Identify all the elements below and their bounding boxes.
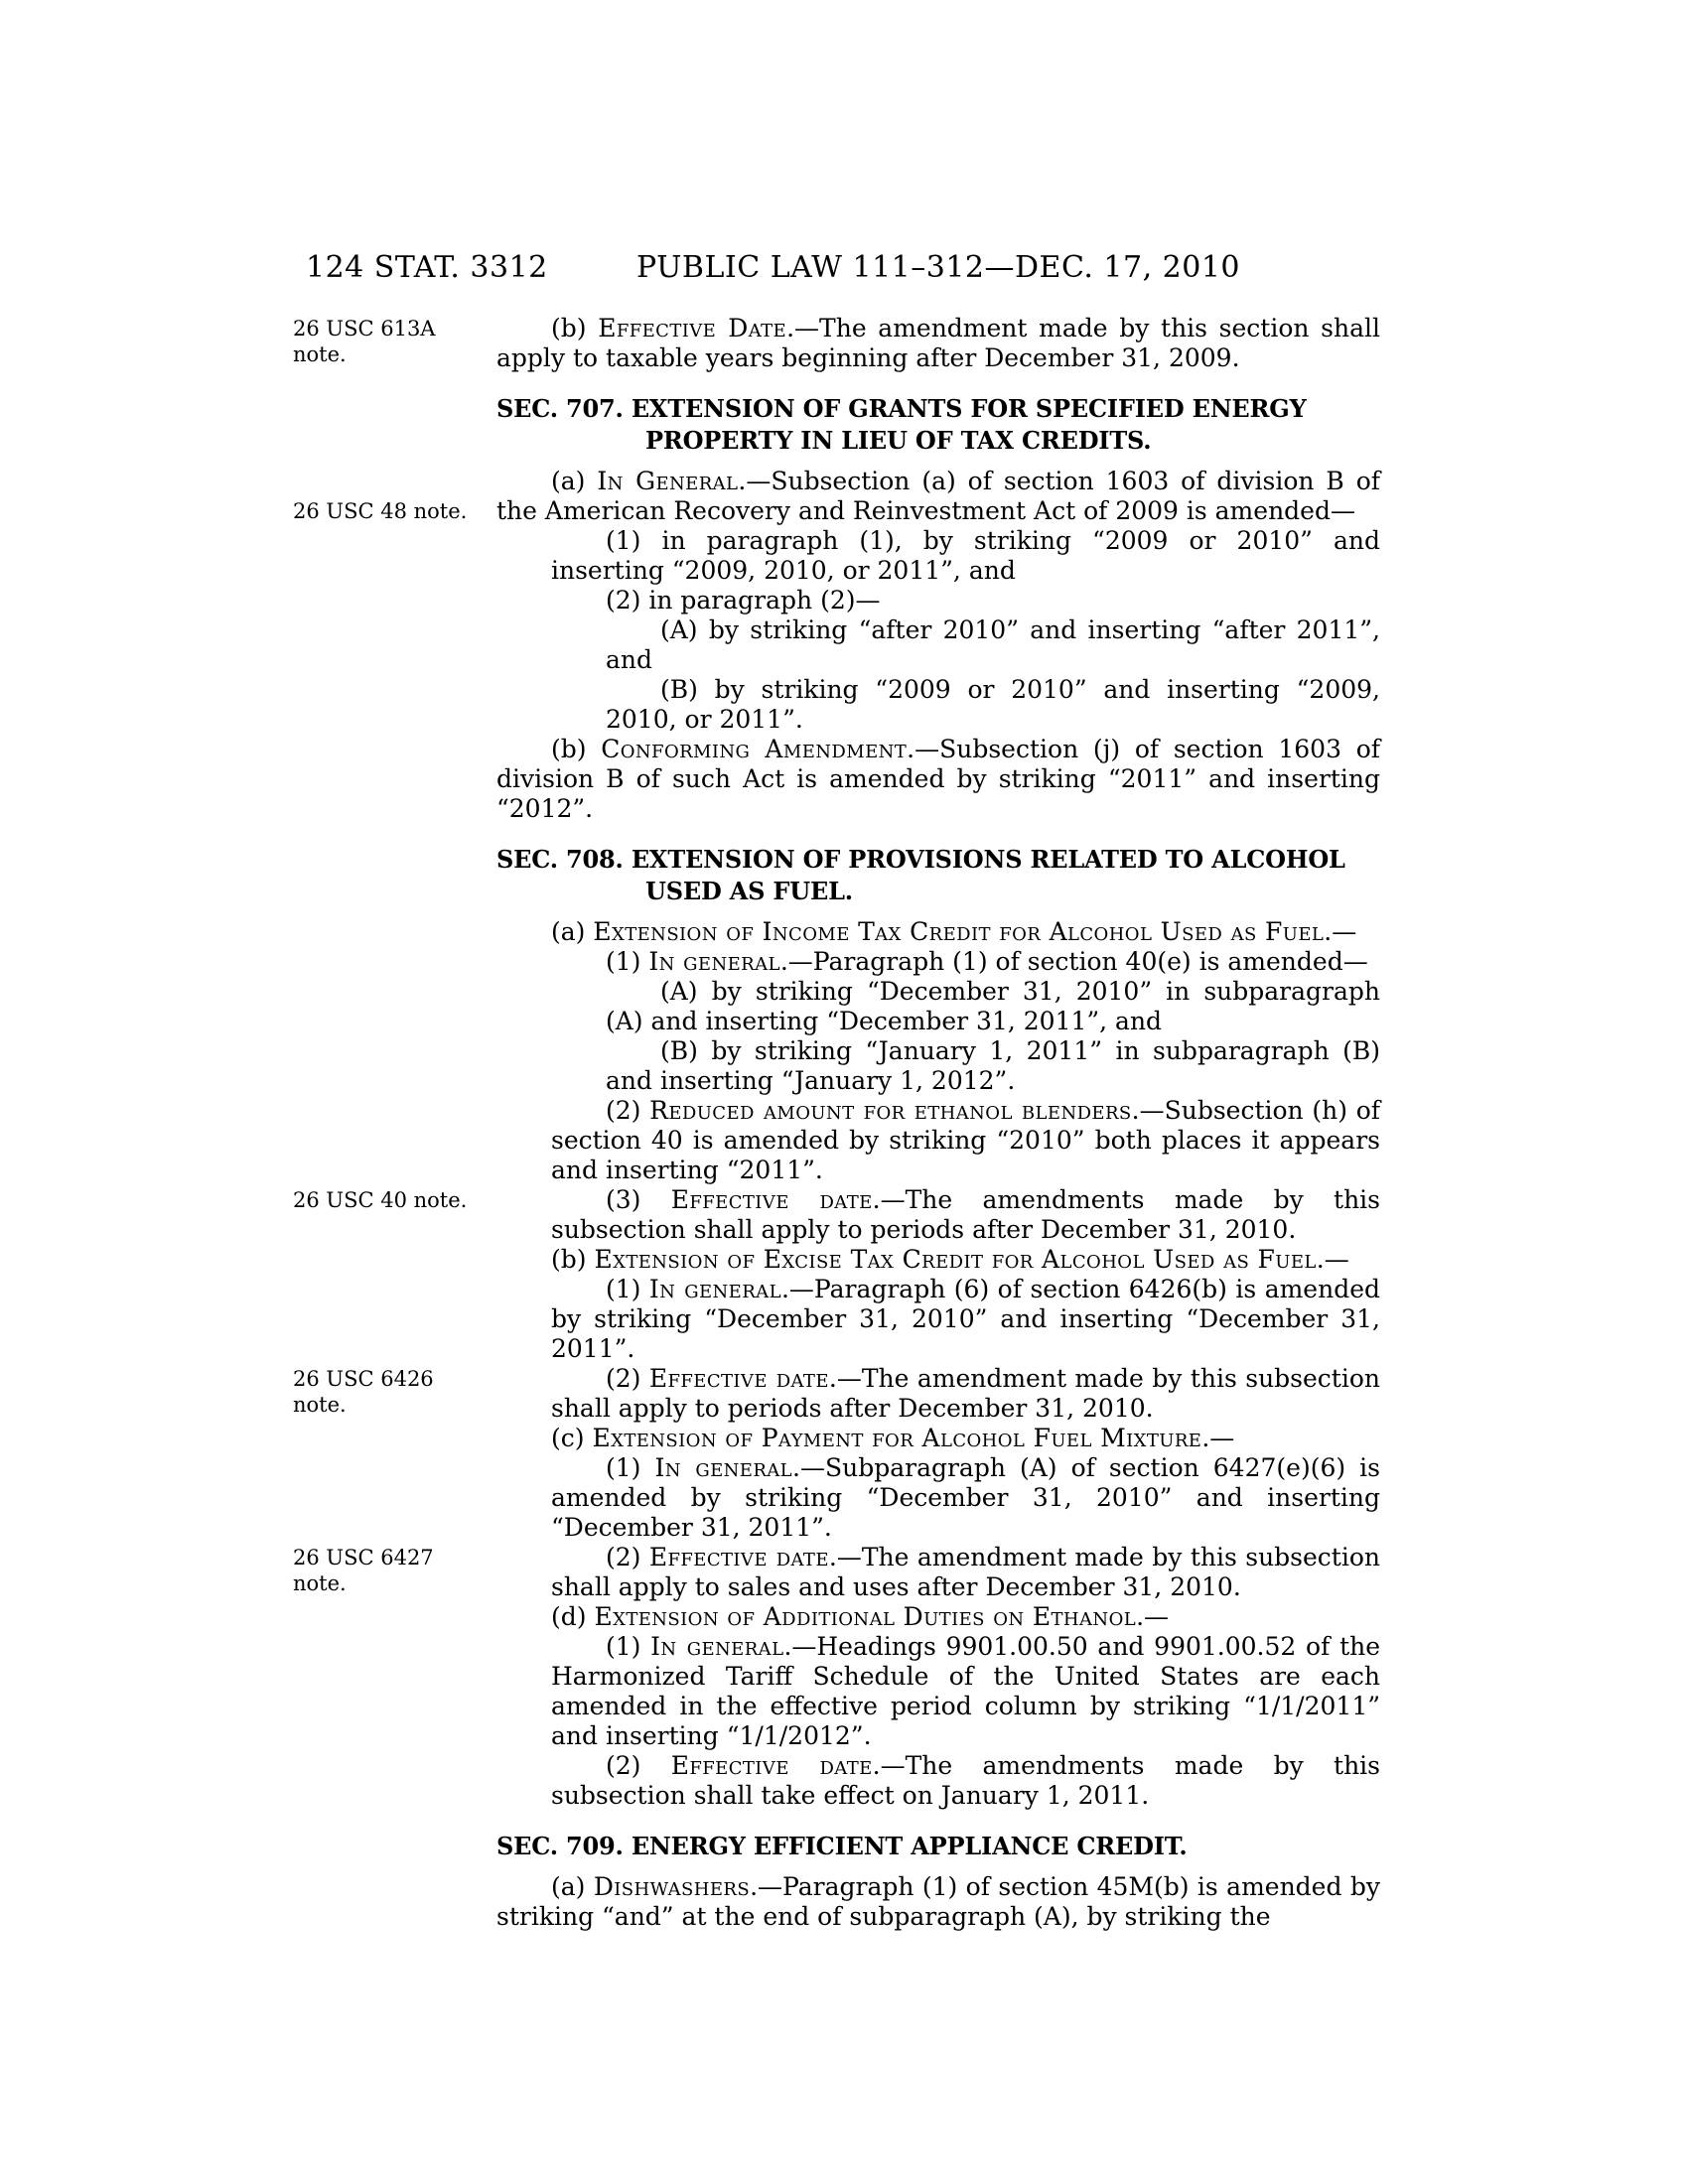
paragraph — [496, 1245, 1380, 1275]
body-text: (1) — [606, 947, 649, 976]
margin-note-line: 26 USC 48 note. — [293, 499, 468, 523]
paragraph — [293, 467, 1381, 526]
body-text: .—The amendment made by this subsection shall apply to sales and uses after December 31, 2010. — [551, 1543, 1380, 1601]
margin-note-line: 26 USC 613A — [293, 317, 436, 341]
margin-note-line: 26 USC 6427 — [293, 1546, 434, 1570]
margin-note-line: note. — [293, 1393, 347, 1417]
body-text: (1) — [606, 1275, 649, 1303]
section-heading: SEC. 707. EXTENSION OF GRANTS FOR SPECIFIED ENERGY PROPERTY IN LIEU OF TAX CREDITS. — [496, 394, 1307, 455]
document-body — [293, 314, 1381, 1932]
body-text: .—The amendment made by this section shall apply to taxable years beginning after December 31, 2009. — [496, 314, 1381, 372]
smallcaps-text: Extension of Additional Duties on Ethanol — [594, 1602, 1137, 1631]
law-title: PUBLIC LAW 111–312—DEC. 17, 2010 — [635, 250, 1241, 285]
paragraph — [496, 1872, 1380, 1932]
paragraph — [551, 586, 1380, 615]
paragraph — [606, 1036, 1380, 1096]
smallcaps-text: Extension of Payment for Alcohol Fuel Mixture — [592, 1424, 1202, 1452]
section-heading: SEC. 708. EXTENSION OF PROVISIONS RELATED TO ALCOHOL USED AS FUEL. — [496, 845, 1345, 905]
smallcaps-text: Effective date — [670, 1751, 873, 1780]
body-text: (2) in paragraph (2)— — [606, 586, 881, 614]
smallcaps-text: In general — [650, 1632, 784, 1661]
paragraph — [551, 526, 1380, 586]
smallcaps-text: Effective date — [648, 1364, 829, 1393]
paragraph — [496, 917, 1380, 947]
body-text: (d) — [551, 1602, 595, 1631]
body-text: .—Subsection (a) of section 1603 of division B of the American Recovery and Reinvestment Act of 2009 is amended— — [496, 467, 1381, 525]
smallcaps-text: In general — [648, 1275, 781, 1303]
smallcaps-text: In general — [654, 1453, 793, 1482]
body-text: .— — [1324, 917, 1357, 946]
body-text: (A) by striking “December 31, 2010” in subparagraph (A) and inserting “December 31, 2011”, and — [606, 977, 1380, 1035]
body-text: (1) in paragraph (1), by striking “2009 or 2010” and inserting “2009, 2010, or 2011”, and — [551, 526, 1380, 585]
body-text: .—Paragraph (1) of section 40(e) is amended— — [779, 947, 1368, 976]
margin-note-line: note. — [293, 1571, 347, 1595]
margin-note — [293, 1187, 487, 1213]
body-text: .—The amendments made by this subsection shall take effect on January 1, 2011. — [551, 1751, 1380, 1810]
body-text: (b) — [551, 735, 602, 763]
paragraph — [496, 1602, 1380, 1632]
page-header — [0, 250, 1688, 290]
body-text: (2) — [606, 1751, 671, 1780]
paragraph — [293, 1543, 1380, 1602]
body-text: (a) — [551, 917, 594, 946]
body-text: .— — [1136, 1602, 1170, 1631]
paragraph — [551, 1632, 1380, 1751]
body-text: .—Paragraph (6) of section 6426(b) is amended by striking “December 31, 2010” and inserting “December 31, 2011”. — [551, 1275, 1381, 1363]
paragraph — [551, 1453, 1380, 1543]
paragraph — [551, 1275, 1380, 1364]
smallcaps-text: Extension of Income Tax Credit for Alcohol Used as Fuel — [593, 917, 1325, 946]
paragraph — [293, 1185, 1380, 1245]
smallcaps-text: Effective date — [648, 1543, 829, 1571]
smallcaps-text: In general — [648, 947, 780, 976]
body-text: (2) — [606, 1096, 650, 1125]
smallcaps-text: Reduced amount for ethanol blenders — [649, 1096, 1132, 1125]
paragraph — [496, 735, 1380, 824]
paragraph — [551, 1096, 1380, 1185]
body-text: (B) by striking “January 1, 2011” in subparagraph (B) and inserting “January 1, 2012”. — [606, 1036, 1380, 1095]
smallcaps-text: Dishwashers — [593, 1872, 751, 1901]
smallcaps-text: Effective Date — [598, 314, 787, 342]
body-text: .—Subsection (h) of section 40 is amended by striking “2010” both places it appears and inserting “2011”. — [551, 1096, 1381, 1184]
smallcaps-text: In General — [597, 467, 739, 495]
smallcaps-text: Conforming Amendment — [601, 735, 908, 763]
margin-note — [293, 1366, 487, 1418]
paragraph — [551, 947, 1380, 977]
body-text: (A) by striking “after 2010” and inserting “after 2011”, and — [606, 615, 1380, 674]
body-text: .—The amendments made by this subsection shall apply to periods after December 31, 2010. — [551, 1185, 1380, 1244]
body-text: (1) — [606, 1632, 651, 1661]
body-text: .—Subsection (j) of section 1603 of division B of such Act is amended by striking “2011” and inserting “2012”. — [496, 735, 1380, 823]
margin-note — [293, 498, 487, 524]
paragraph — [606, 977, 1380, 1036]
body-text: .—Headings 9901.00.50 and 9901.00.52 of the Harmonized Tariff Schedule of the United States are each amended in the effective period column by striking “1/1/2011” and inserting “1/1/2012”. — [551, 1632, 1381, 1750]
body-text: (B) by striking “2009 or 2010” and inserting “2009, 2010, or 2011”. — [606, 675, 1380, 734]
paragraph — [293, 314, 1381, 373]
body-text: (a) — [551, 1872, 594, 1901]
body-text: (b) — [551, 1245, 595, 1274]
paragraph — [293, 1364, 1380, 1424]
margin-note — [293, 1545, 487, 1596]
margin-note-line: note. — [293, 342, 347, 366]
section-heading: SEC. 709. ENERGY EFFICIENT APPLIANCE CREDIT. — [496, 1832, 1188, 1860]
body-text: (1) — [606, 1453, 655, 1482]
body-text: (2) — [606, 1543, 649, 1571]
body-text: (a) — [551, 467, 598, 495]
paragraph — [551, 1751, 1380, 1811]
smallcaps-text: Extension of Excise Tax Credit for Alcohol Used as Fuel — [594, 1245, 1317, 1274]
body-text: .— — [1201, 1424, 1235, 1452]
margin-note — [293, 316, 487, 367]
margin-note-line: 26 USC 6426 — [293, 1367, 434, 1391]
paragraph — [606, 675, 1380, 735]
body-text: (2) — [606, 1364, 649, 1393]
body-text: .—Paragraph (1) of section 45M(b) is amended by striking “and” at the end of subparagraph (A), by striking the — [496, 1872, 1381, 1931]
body-text: .— — [1316, 1245, 1349, 1274]
body-text: (3) — [606, 1185, 671, 1214]
body-text: (b) — [551, 314, 599, 342]
paragraph — [606, 615, 1380, 675]
stat-page-number: 124 STAT. 3312 — [306, 250, 548, 285]
smallcaps-text: Effective date — [670, 1185, 873, 1214]
body-text: (c) — [551, 1424, 593, 1452]
margin-note-line: 26 USC 40 note. — [293, 1188, 468, 1212]
paragraph — [496, 1424, 1380, 1453]
body-text: .—Subparagraph (A) of section 6427(e)(6) is amended by striking “December 31, 2010” and inserting “December 31, 2011”. — [551, 1453, 1380, 1542]
body-text: .—The amendment made by this subsection shall apply to periods after December 31, 2010. — [551, 1364, 1380, 1423]
